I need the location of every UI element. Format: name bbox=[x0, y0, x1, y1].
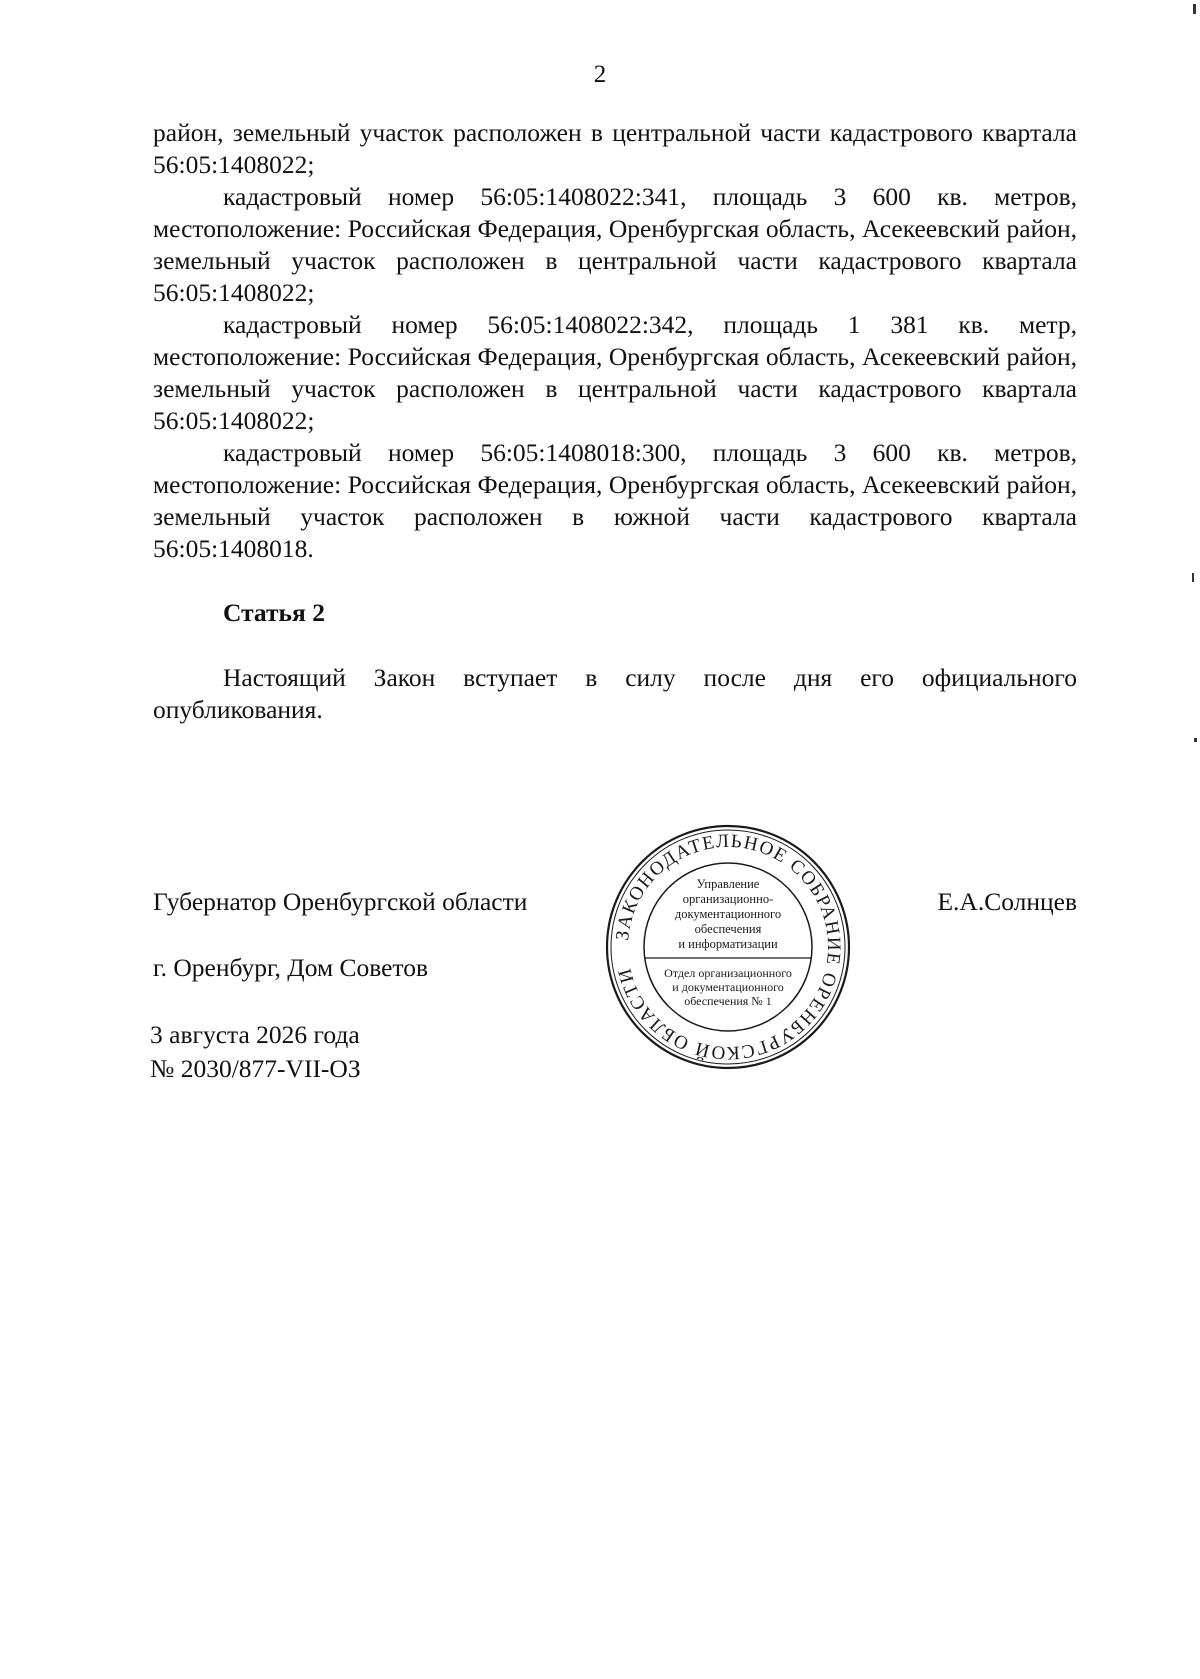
law-number: № 2030/877-VII-ОЗ bbox=[150, 1054, 361, 1083]
scan-artifact bbox=[1194, 738, 1197, 742]
official-stamp bbox=[603, 822, 853, 1072]
stamp-inner-line: обеспечения bbox=[694, 922, 762, 936]
signatory-position: Губернатор Оренбургской области bbox=[153, 887, 528, 916]
paragraph: район, земельный участок расположен в центральной части кадастрового квартала 56:05:1408022; bbox=[153, 118, 1077, 179]
stamp-inner-line: и документационного bbox=[672, 980, 784, 994]
paragraph: кадастровый номер 56:05:1408022:341, площадь 3 600 кв. метров, местоположение: Российская Федерация, Оренбургская область, Асекеевский район, земельный участок расположен в центральной части кадастрового квартала 56:05:1408022; bbox=[153, 182, 1077, 307]
stamp-seal-icon bbox=[603, 822, 853, 1072]
stamp-inner-line: документационного bbox=[674, 907, 782, 921]
article-heading: Статья 2 bbox=[223, 598, 325, 627]
scan-artifact bbox=[1193, 4, 1196, 14]
stamp-inner-line: Управление bbox=[696, 877, 760, 891]
signing-date: 3 августа 2026 года bbox=[150, 1020, 360, 1049]
signing-place: г. Оренбург, Дом Советов bbox=[153, 953, 429, 982]
paragraph: Настоящий Закон вступает в силу после дня его официального опубликования. bbox=[153, 663, 1077, 724]
paragraph: кадастровый номер 56:05:1408022:342, площадь 1 381 кв. метр, местоположение: Российская Федерация, Оренбургская область, Асекеевский район, земельный участок расположен в центральной части кадастрового квартала 56:05:1408022; bbox=[153, 310, 1077, 435]
stamp-inner-line: и информатизации bbox=[678, 937, 778, 951]
page-number: 2 bbox=[593, 61, 607, 88]
law-body-text bbox=[153, 117, 1077, 565]
paragraph: кадастровый номер 56:05:1408018:300, площадь 3 600 кв. метров, местоположение: Российская Федерация, Оренбургская область, Асекеевский район, земельный участок расположен в южной части кадастрового квартала 56:05:1408018. bbox=[153, 438, 1077, 563]
stamp-inner-line: организационно- bbox=[682, 892, 774, 906]
signatory-name: Е.А.Солнцев bbox=[937, 887, 1077, 916]
stamp-inner-line: Отдел организационного bbox=[664, 966, 792, 980]
stamp-outer-text: ЗАКОНОДАТЕЛЬНОЕ СОБРАНИЕ ОРЕНБУРГСКОЙ ОБЛАСТИ bbox=[612, 830, 845, 1064]
article-text bbox=[153, 662, 1077, 726]
stamp-inner-line: обеспечения № 1 bbox=[684, 994, 772, 1008]
scan-artifact bbox=[1192, 573, 1194, 582]
